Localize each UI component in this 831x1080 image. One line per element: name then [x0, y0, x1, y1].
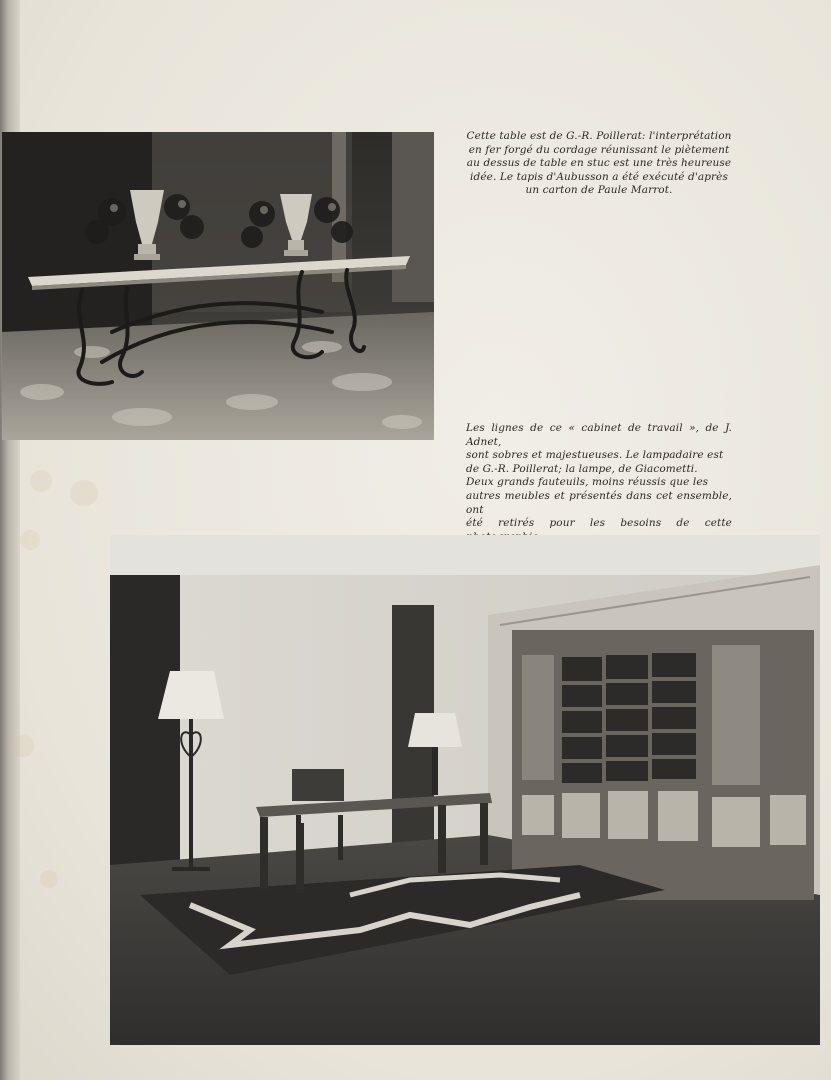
caption-line: Les lignes de ce « cabinet de travail », de J. Adnet,: [466, 422, 732, 448]
caption-line: au dessus de table en stuc est une très heureuse: [466, 157, 732, 170]
study-photo-image: [110, 535, 820, 1045]
caption-line: un carton de Paule Marrot.: [525, 184, 673, 197]
caption-line: sont sobres et majestueuses. Le lampadaire est: [466, 449, 724, 462]
study-photo: [110, 535, 820, 1045]
table-photo-image: [2, 132, 434, 440]
caption-line: de G.-R. Poillerat; la lampe, de Giacometti.: [466, 462, 698, 475]
caption-line: Cette table est de G.-R. Poillerat: l'interprétation: [466, 130, 732, 142]
study-caption: [466, 422, 732, 544]
foxing-spot: [20, 530, 40, 550]
table-photo: [2, 132, 434, 440]
foxing-spot: [30, 470, 52, 492]
foxing-spot: [70, 480, 98, 506]
caption-line: été retirés pour les besoins de cette: [466, 517, 732, 530]
table-caption: [466, 130, 732, 198]
caption-line: Deux grands fauteuils, moins réussis que les: [466, 476, 709, 489]
foxing-spot: [12, 735, 34, 757]
caption-line: en fer forgé du cordage réunissant le piètement: [468, 143, 730, 156]
caption-line: idée. Le tapis d'Aubusson a été exécuté d'après: [470, 170, 728, 183]
caption-line: autres meubles et présentés dans cet ensemble, ont: [466, 489, 732, 516]
foxing-spot: [40, 870, 58, 888]
